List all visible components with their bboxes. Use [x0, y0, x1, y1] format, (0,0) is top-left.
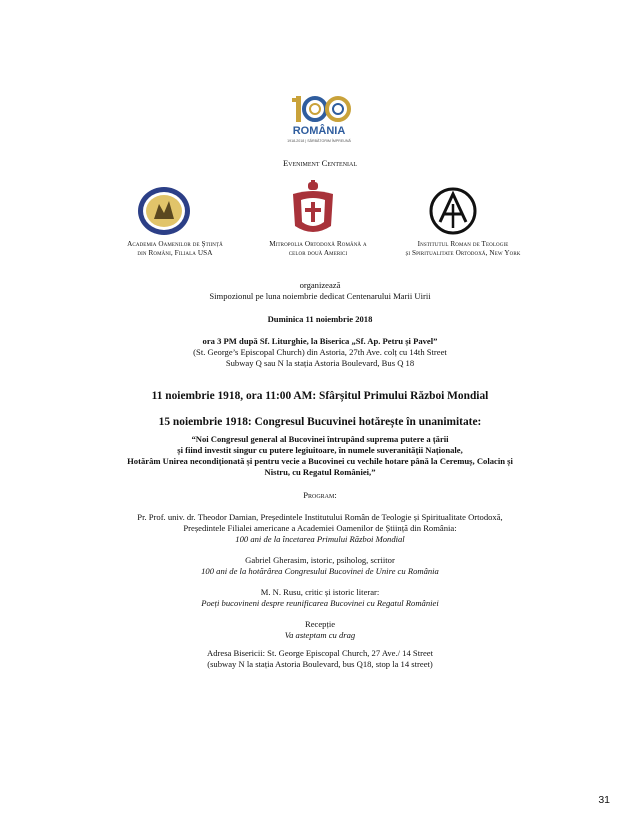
- academy-seal-icon: [137, 186, 191, 236]
- reception-text: Recepție: [304, 619, 336, 629]
- quote-line-4: Nistru, cu Regatul României,”: [264, 467, 376, 477]
- page-number: 31: [598, 794, 610, 806]
- speaker1-line2: Președintele Filialei americane a Academiei Oamenilor de Știință din România:: [183, 523, 457, 533]
- institute-emblem-icon: [428, 186, 478, 236]
- symposium-text: Simpozionul pe luna noiembrie dedicat Centenarului Marii Uirii: [209, 291, 431, 301]
- org-academy-caption: Academia Oamenilor de Știință din Români, Filiala USA: [127, 240, 223, 257]
- logo-country-text: ROMÂNIA: [292, 125, 346, 137]
- event-date: Duminica 11 noiembrie 2018: [267, 314, 373, 324]
- org-metropolis-caption: Mitropolia Ortodoxă Română a celor două Americi: [269, 240, 367, 257]
- headline-congress: 15 noiembrie 1918: Congresul Bucuvinei hotărește în unanimitate:: [158, 416, 482, 428]
- quote-line-2: și fiind investit singur cu putere legiuitoare, în numele suveranității Naționale,: [177, 445, 463, 455]
- event-address: (St. George’s Episcopal Church) din Astoria, 27th Ave. colț cu 14th Street: [193, 347, 447, 357]
- headline-war-end: 11 noiembrie 1918, ora 11:00 AM: Sfârșitul Primului Război Mondial: [151, 390, 489, 402]
- quote-line-3: Hotărâm Unirea necondiționată și pentru vecie a Bucovinei cu vechile hotare până la Ceremuș, Colacin și: [127, 456, 513, 466]
- event-label: Eveniment Centenial: [282, 158, 358, 168]
- event-transit: Subway Q sau N la stația Astoria Boulevard, Bus Q 18: [225, 358, 415, 368]
- speaker1-topic: 100 ani de la încetarea Primului Război Mondial: [235, 534, 405, 544]
- speaker3: M. N. Rusu, critic și istoric literar:: [260, 587, 380, 597]
- quote-line-1: “Noi Congresul general al Bucovinei întrupând suprema putere a țării: [191, 434, 449, 444]
- metropolis-crest-icon: [287, 180, 339, 238]
- program-label: Program:: [303, 490, 337, 500]
- logo-subtitle-text: 1918-2018 | SĂRBĂTORIM ÎMPREUNĂ: [287, 139, 351, 143]
- centennial-logo-icon: [280, 92, 358, 152]
- org-institute-caption: Institutul Roman de Teologie și Spiritualitate Ortodoxă, New York: [405, 240, 521, 257]
- speaker2: Gabriel Gherasim, istoric, psiholog, scriitor: [245, 555, 395, 565]
- church-transit: (subway N la stația Astoria Boulevard, bus Q18, stop la 14 street): [207, 659, 433, 669]
- romania-100-logo: [280, 92, 358, 152]
- speaker3-topic: Poeți bucovineni despre reunificarea Bucovinei cu Regatul României: [201, 598, 439, 608]
- speaker1-line1: Pr. Prof. univ. dr. Theodor Damian, Președintele Institutului Român de Teologie și Spiritualitate Ortodoxă,: [137, 512, 503, 522]
- event-time-place: ora 3 PM după Sf. Liturghie, la Biserica „Sf. Ap. Petru și Pavel”: [202, 336, 438, 346]
- speaker2-topic: 100 ani de la hotărârea Congresului Bucovinei de Unire cu România: [201, 566, 439, 576]
- invite-text: Va asteptam cu drag: [284, 630, 356, 640]
- organizes-text: organizează: [299, 280, 341, 290]
- church-address: Adresa Bisericii: St. George Episcopal Church, 27 Ave./ 14 Street: [207, 648, 433, 658]
